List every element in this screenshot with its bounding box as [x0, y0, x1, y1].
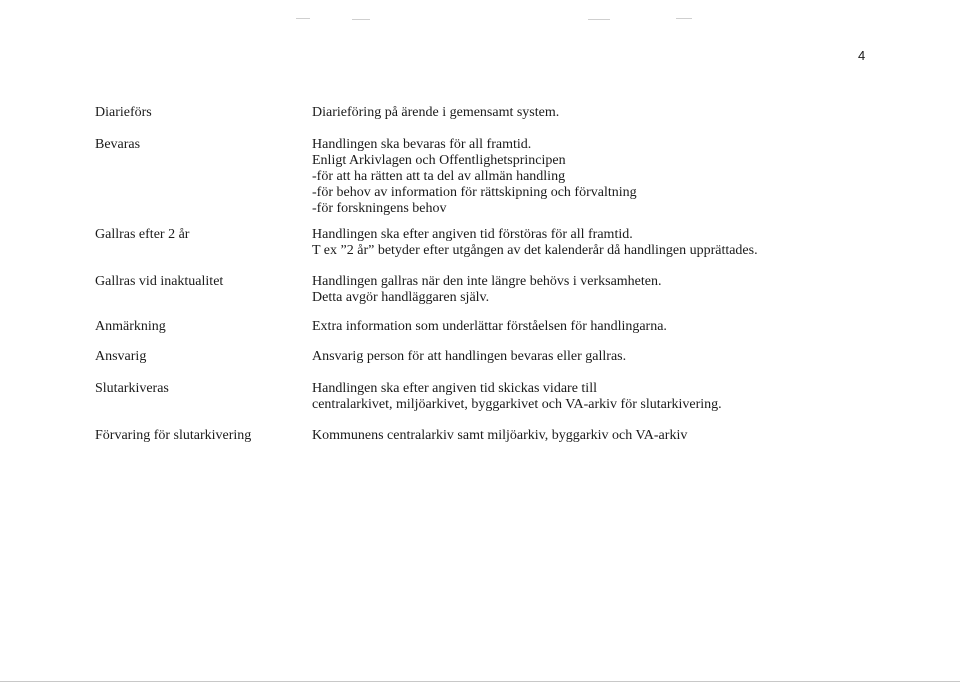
description-line: Detta avgör handläggaren själv. [312, 290, 490, 305]
description-line: Kommunens centralarkiv samt miljöarkiv, byggarkiv och VA-arkiv [312, 428, 688, 443]
description-anmarkning [312, 319, 667, 335]
description-line: Enligt Arkivlagen och Offentlighetsprincipen [312, 153, 566, 168]
scan-speck [588, 19, 610, 20]
description-line: Handlingen ska bevaras för all framtid. [312, 137, 532, 152]
description-gallras-vid-inaktualitet [312, 274, 662, 306]
description-ansvarig [312, 349, 626, 365]
term-gallras-vid-inaktualitet: Gallras vid inaktualitet [95, 274, 224, 289]
scan-edge-line [0, 681, 960, 682]
term-anmarkning: Anmärkning [95, 319, 166, 334]
description-line: T ex ”2 år” betyder efter utgången av det kalenderår då handlingen upprättades. [312, 243, 758, 258]
description-diarieforing [312, 105, 559, 121]
description-line: Diarieföring på ärende i gemensamt system. [312, 105, 560, 120]
description-line: -för behov av information för rättskipning och förvaltning [312, 185, 637, 200]
description-line: -för forskningens behov [312, 201, 447, 216]
term-ansvarig: Ansvarig [95, 349, 147, 364]
description-line: Extra information som underlättar förståelsen för handlingarna. [312, 319, 667, 334]
term-diarieforing: Diarieförs [95, 105, 152, 120]
scan-speck [352, 19, 370, 20]
description-slutarkiveras [312, 381, 722, 413]
description-line: Handlingen ska efter angiven tid förstöras för all framtid. [312, 227, 633, 242]
description-bevaras [312, 137, 637, 217]
description-line: Handlingen gallras när den inte längre behövs i verksamheten. [312, 274, 662, 289]
term-gallras-efter-2-ar: Gallras efter 2 år [95, 227, 190, 242]
page-number: 4 [858, 48, 866, 63]
term-forvaring-for-slutarkivering: Förvaring för slutarkivering [95, 428, 252, 443]
description-gallras-efter-2-ar [312, 227, 758, 259]
description-line: Ansvarig person för att handlingen bevaras eller gallras. [312, 349, 627, 364]
description-line: -för att ha rätten att ta del av allmän handling [312, 169, 566, 184]
scan-speck [676, 18, 692, 19]
scan-speck [296, 18, 310, 19]
description-line: Handlingen ska efter angiven tid skickas vidare till [312, 381, 597, 396]
term-bevaras: Bevaras [95, 137, 141, 152]
term-slutarkiveras: Slutarkiveras [95, 381, 169, 396]
description-forvaring-for-slutarkivering [312, 428, 687, 444]
description-line: centralarkivet, miljöarkivet, byggarkivet och VA-arkiv för slutarkivering. [312, 397, 722, 412]
